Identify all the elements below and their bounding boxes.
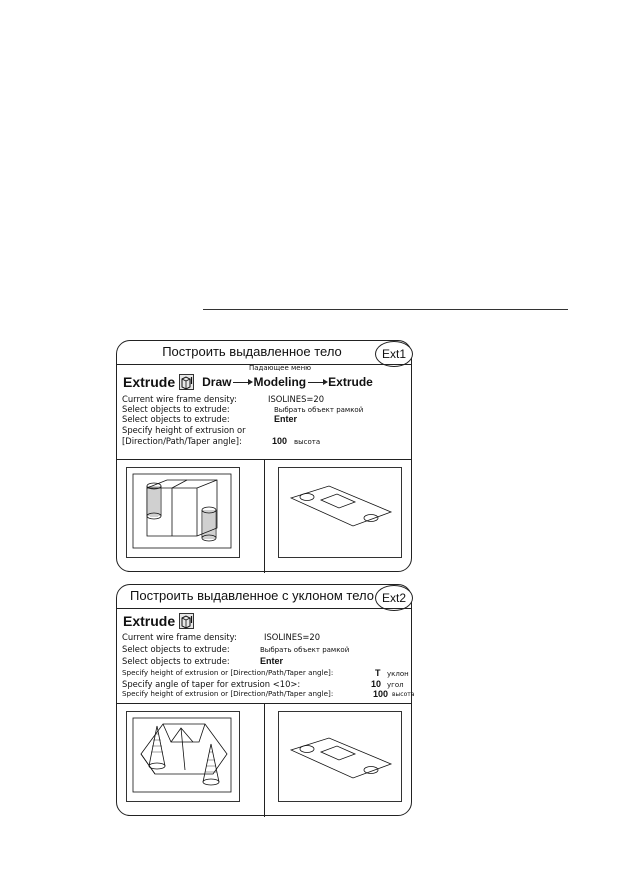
prompt-line [122,394,325,404]
viewport-left [126,711,240,802]
menu-path [202,375,373,389]
prompt-value: ISOLINES=20 [264,632,321,642]
tapered-solid-drawing [127,712,239,801]
prompt-text: Current wire frame density: [122,632,237,642]
menu-item-extrude[interactable]: Extrude [328,375,373,389]
menu-caption: Падающее меню [249,364,312,372]
viewport-right [278,467,402,558]
prompt-value: 10 [371,678,382,689]
prompt-text: Specify height of extrusion or [Direction/Path/Taper angle]: [122,667,334,677]
card-badge: Ext2 [375,585,413,611]
prompt-note: высота [392,690,415,698]
profile-drawing [279,712,401,801]
prompt-text: Specify height of extrusion or [122,424,246,435]
prompt-text: Specify angle of taper for extrusion <10>: [122,678,301,689]
prompt-text: Specify height of extrusion or [Direction/Path/Taper angle]: [122,688,334,698]
viewport-right [278,711,402,802]
prompt-line [122,414,298,425]
prompt-text: Select objects to extrude: [122,404,230,415]
prompt-line [122,688,415,699]
prompt-value: 100 [373,688,389,699]
prompt-line [122,425,246,435]
divider [117,608,411,609]
viewport-left [126,467,240,558]
prompt-text: Select objects to extrude: [122,644,230,655]
extruded-solid-drawing [127,468,239,557]
prompt-text: Current wire frame density: [122,394,237,404]
prompt-text: [Direction/Path/Taper angle]: [122,435,242,446]
prompt-value: Enter [260,656,284,667]
command-name: Extrude [123,374,176,390]
card-title: Построить выдавленное с уклоном тело [130,588,374,603]
command-name: Extrude [123,613,176,629]
prompt-value: T [375,667,381,678]
prompt-line [122,678,404,689]
prompt-line [122,404,364,415]
extrude-tool-icon[interactable] [179,374,194,390]
divider [264,459,265,573]
extrude-card-2 [116,584,415,816]
prompt-text: Select objects to extrude: [122,656,230,667]
card-title: Построить выдавленное тело [162,344,342,359]
prompt-line [122,656,333,666]
prompt-value: Выбрать объект рамкой [260,646,350,655]
prompt-note: угол [387,680,404,689]
extrude-tool-icon[interactable] [179,613,194,629]
command-row [123,373,373,391]
prompt-note: уклон [387,669,409,678]
prompt-value: 100 [272,435,288,446]
prompt-line [122,632,333,642]
command-prompts [122,632,415,699]
prompt-text: Select objects to extrude: [122,414,230,425]
prompt-value: Enter [274,414,298,425]
arrow-right-icon [233,382,251,383]
prompt-line [122,644,350,655]
extrude-card-1 [116,340,412,572]
divider [264,703,265,817]
menu-item-modeling[interactable]: Modeling [253,375,307,389]
arrow-right-icon [308,382,326,383]
page-rule [203,309,568,310]
prompt-value: ISOLINES=20 [268,394,325,404]
profile-drawing [279,468,401,557]
prompt-note: высота [294,437,321,446]
command-row [123,612,194,630]
menu-item-draw[interactable]: Draw [202,375,232,389]
prompt-line [122,435,321,446]
card-badge: Ext1 [375,341,413,367]
command-prompts [122,394,364,446]
prompt-line [122,667,409,678]
prompt-value: Выбрать объект рамкой [274,406,364,415]
